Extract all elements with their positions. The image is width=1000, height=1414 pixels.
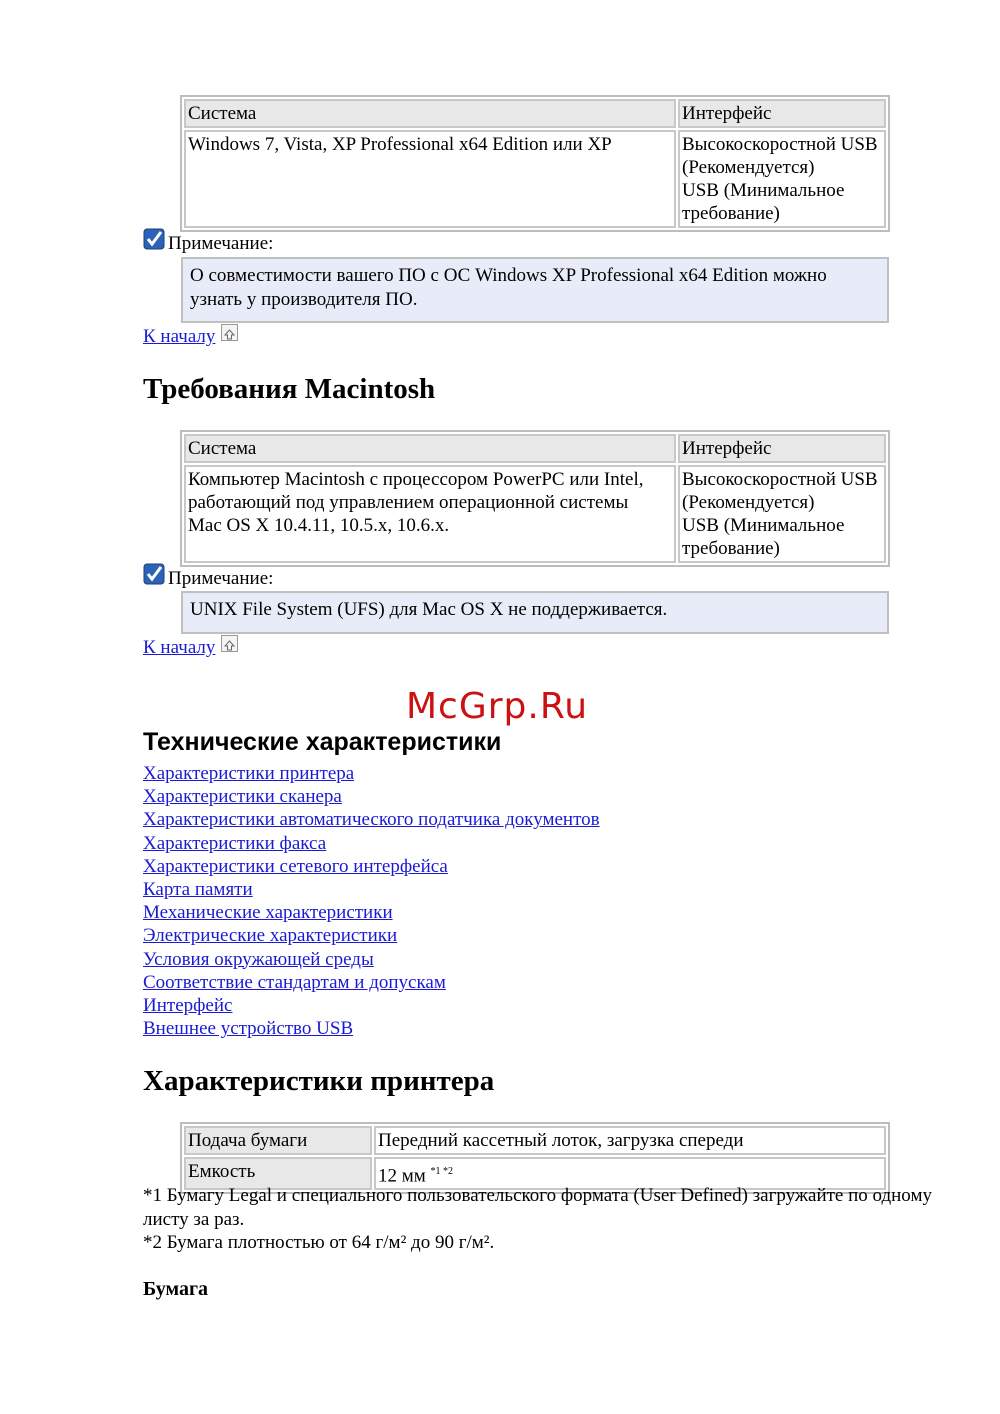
header-interface: Интерфейс <box>678 434 886 463</box>
spec-link-usb-device[interactable]: Внешнее устройство USB <box>143 1018 354 1040</box>
back-to-top <box>143 636 238 660</box>
spec-link-network[interactable]: Характеристики сетевого интерфейса <box>143 855 448 877</box>
interface-line: (Рекомендуется) <box>682 157 815 178</box>
note-text: UNIX File System (UFS) для Mac OS X не поддерживается. <box>190 599 668 620</box>
back-to-top <box>143 325 238 349</box>
mac-requirements-table <box>180 430 890 567</box>
note-text: О совместимости вашего ПО с ОС Windows XP Professional x64 Edition можно узнать у производителя ПО. <box>190 265 827 310</box>
footnote-2: *2 Бумага плотностью от 64 г/м² до 90 г/м². <box>143 1232 495 1253</box>
windows-requirements-table <box>180 95 890 232</box>
checkmark-note-icon <box>143 563 165 585</box>
interface-line: требование) <box>682 203 780 224</box>
interface-line: (Рекомендуется) <box>682 492 815 513</box>
spec-link-environment[interactable]: Условия окружающей среды <box>143 948 374 970</box>
interface-line: USB (Минимальное <box>682 515 845 536</box>
note-heading <box>143 567 273 591</box>
tech-section-title: Технические характеристики <box>143 728 502 756</box>
mac-section-title: Требования Macintosh <box>143 373 436 405</box>
note-label: Примечание: <box>168 568 274 589</box>
spec-link-interface[interactable]: Интерфейс <box>143 995 233 1017</box>
table-row <box>184 465 886 563</box>
row-label: Подача бумаги <box>184 1126 372 1155</box>
table-row <box>184 130 886 228</box>
spec-link-fax[interactable]: Характеристики факса <box>143 832 327 854</box>
checkmark-note-icon <box>143 228 165 250</box>
cell-system <box>184 465 676 563</box>
table-header-row <box>184 434 886 463</box>
header-interface: Интерфейс <box>678 99 886 128</box>
spec-link-standards[interactable]: Соответствие стандартам и допускам <box>143 971 446 993</box>
windows-requirements-table-wrap <box>180 95 890 232</box>
footnote-1: *1 Бумагу Legal и специального пользовательского формата (User Defined) загружайте по одному листу за раз. <box>143 1185 932 1230</box>
footnote-ref: *1 *2 <box>430 1166 454 1177</box>
paper-subheading: Бумага <box>143 1278 209 1300</box>
system-line: Компьютер Macintosh с процессором PowerPC или Intel, <box>188 469 644 490</box>
table-header-row <box>184 99 886 128</box>
arrow-up-icon[interactable] <box>221 635 238 652</box>
footnotes <box>143 1184 943 1255</box>
interface-line: требование) <box>682 538 780 559</box>
back-to-top-link[interactable]: К началу <box>143 637 216 658</box>
cell-system: Windows 7, Vista, XP Professional x64 Edition или XP <box>184 130 676 228</box>
spec-link-scanner[interactable]: Характеристики сканера <box>143 786 342 808</box>
table-row <box>184 1126 886 1155</box>
header-system: Система <box>184 434 676 463</box>
system-line: Mac OS X 10.4.11, 10.5.x, 10.6.x. <box>188 515 450 536</box>
interface-line: Высокоскоростной USB <box>682 134 878 155</box>
spec-link-mechanical[interactable]: Механические характеристики <box>143 902 393 924</box>
spec-link-adf[interactable]: Характеристики автоматического податчика документов <box>143 809 600 831</box>
watermark-logo: McGrp.Ru <box>406 686 589 727</box>
cell-interface <box>678 130 886 228</box>
spec-link-memory-card[interactable]: Карта памяти <box>143 879 253 901</box>
mac-requirements-table-wrap <box>180 430 890 567</box>
note-box <box>181 591 889 634</box>
cell-interface <box>678 465 886 563</box>
printer-section-title: Характеристики принтера <box>143 1065 495 1097</box>
spec-link-electrical[interactable]: Электрические характеристики <box>143 925 398 947</box>
arrow-up-icon[interactable] <box>221 324 238 341</box>
interface-line: USB (Минимальное <box>682 180 845 201</box>
spec-link-printer[interactable]: Характеристики принтера <box>143 763 355 784</box>
system-line: работающий под управлением операционной системы <box>188 492 629 513</box>
header-system: Система <box>184 99 676 128</box>
row-value: Передний кассетный лоток, загрузка спереди <box>374 1126 886 1155</box>
row-value: 12 мм <box>378 1165 426 1187</box>
note-heading <box>143 232 273 256</box>
interface-line: Высокоскоростной USB <box>682 469 878 490</box>
back-to-top-link[interactable]: К началу <box>143 326 216 347</box>
note-label: Примечание: <box>168 233 274 254</box>
spec-links-list <box>143 762 600 1040</box>
row-label: Емкость <box>184 1157 372 1190</box>
note-box <box>181 257 889 323</box>
